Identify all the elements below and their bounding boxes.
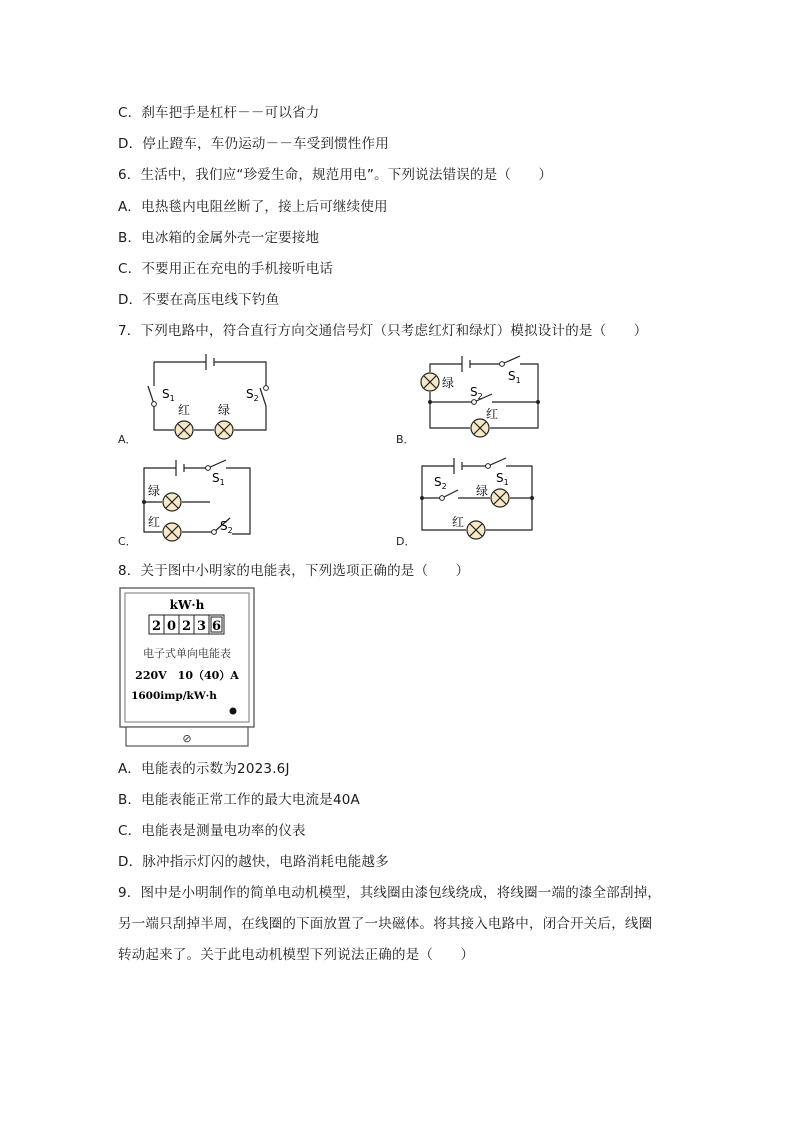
q8-option-c: C．电能表是测量电功率的仪表: [118, 823, 306, 839]
q7-stem: 7．下列电路中，符合直行方向交通信号灯（只考虑红灯和绿灯）模拟设计的是（ ）: [118, 323, 648, 339]
meter-digit-5: 6: [211, 619, 222, 634]
q6-option-c: C．不要用正在充电的手机接听电话: [118, 261, 334, 277]
q8-stem: 8．关于图中小明家的电能表，下列选项正确的是（ ）: [118, 563, 470, 579]
q9-stem-line-3: 转动起来了。关于此电动机模型下列说法正确的是（ ）: [118, 947, 475, 963]
q8-option-d: D．脉冲指示灯闪的越快，电路消耗电能越多: [118, 854, 389, 870]
meter-name: 电子式单向电能表: [143, 647, 231, 660]
circuit-d-diagram: [396, 452, 556, 547]
meter-digit-3: 2: [181, 619, 192, 634]
q6-option-a: A．电热毯内电阻丝断了，接上后可继续使用: [118, 199, 388, 215]
circuit-c-s2-label: $S_2$: [220, 519, 233, 535]
meter-unit: kW·h: [169, 598, 205, 612]
q6-option-b: B．电冰箱的金属外壳一定要接地: [118, 230, 320, 246]
q6-option-d: D．不要在高压电线下钓鱼: [118, 292, 280, 308]
meter-imp: 1600imp/kW·h: [131, 690, 217, 702]
circuit-a-s1-label: $S_1$: [162, 387, 175, 403]
q6-stem: 6．生活中，我们应“珍爱生命，规范用电”。下列说法错误的是（ ）: [118, 167, 553, 183]
q5-option-d: D．停止蹬车，车仍运动－－车受到惯性作用: [118, 136, 389, 152]
meter-digit-4: 3: [196, 619, 207, 634]
circuit-b-green-label: 绿: [442, 376, 455, 390]
circuit-d-s2-label: $S_2$: [434, 475, 447, 491]
q7-option-b-label: B．: [396, 433, 415, 446]
q5-option-c: C．刹车把手是杠杆－－可以省力: [118, 105, 320, 121]
circuit-c-red-label: 红: [148, 515, 161, 529]
q9-stem-line-2: 另一端只刮掉半周，在线圈的下面放置了一块磁体。将其接入电路中，闭合开关后，线圈: [118, 916, 653, 932]
meter-screw-icon: ⊘: [182, 732, 192, 745]
circuit-d-green-label: 绿: [476, 484, 489, 498]
circuit-b-red-label: 红: [486, 407, 499, 421]
circuit-d-red-label: 红: [452, 515, 465, 529]
meter-spec: 220V 10（40）A: [135, 669, 239, 682]
q7-option-c-label: C．: [118, 535, 137, 548]
circuit-b-s1-label: $S_1$: [508, 369, 521, 385]
meter-digit-2: 0: [166, 619, 177, 634]
circuit-a-s2-label: $S_2$: [246, 387, 259, 403]
q7-option-d-label: D．: [396, 535, 416, 548]
circuit-a-green-label: 绿: [218, 403, 231, 417]
q7-option-a-label: A．: [118, 433, 137, 446]
circuit-c-green-label: 绿: [148, 484, 161, 498]
circuit-a-red-label: 红: [178, 403, 191, 417]
circuit-b-s2-label: $S_2$: [470, 385, 483, 401]
pulse-indicator-light: [230, 708, 237, 715]
q8-option-b: B．电能表能正常工作的最大电流是40A: [118, 792, 360, 808]
circuit-d-s1-label: $S_1$: [496, 471, 509, 487]
meter-digit-1: 2: [151, 619, 162, 634]
circuit-c-s1-label: $S_1$: [212, 471, 225, 487]
energy-meter-figure: [118, 587, 256, 749]
circuit-c-diagram: [118, 452, 278, 547]
circuit-b-diagram: [396, 350, 556, 445]
q9-stem-line-1: 9．图中是小明制作的简单电动机模型，其线圈由漆包线绕成，将线圈一端的漆全部刮掉，: [118, 885, 662, 901]
circuit-a-diagram: [118, 350, 278, 445]
q8-option-a: A．电能表的示数为2023.6J: [118, 761, 290, 777]
